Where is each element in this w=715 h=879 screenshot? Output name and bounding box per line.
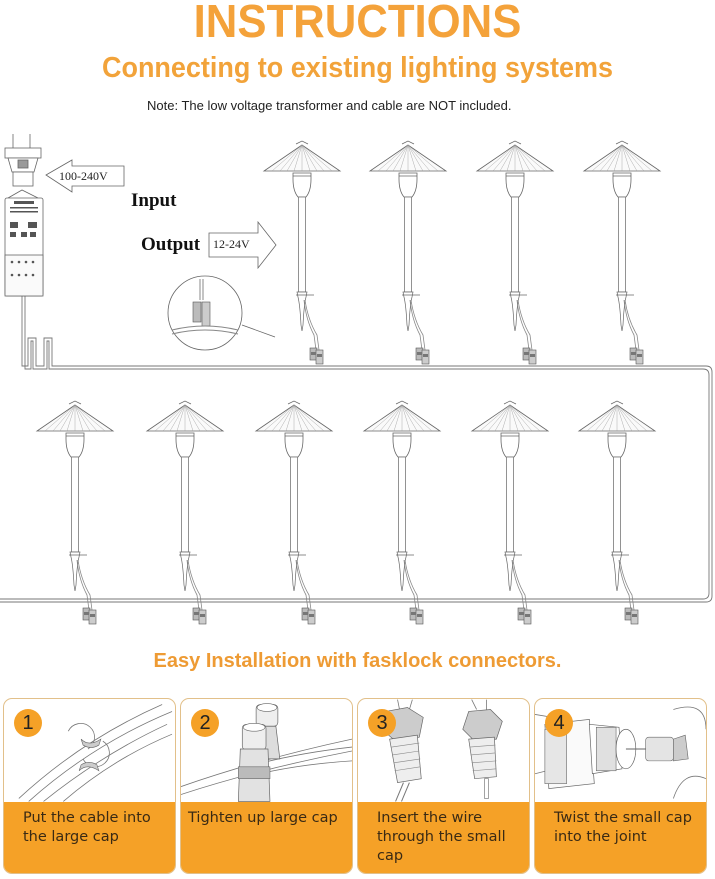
page-subtitle: Connecting to existing lighting systems: [101, 52, 613, 84]
input-label: Input: [131, 190, 177, 211]
step-number-badge: 4: [545, 709, 573, 737]
installation-steps: [3, 698, 715, 876]
step-4-text: Twist the small cap into the joint: [554, 810, 692, 845]
page-title: INSTRUCTIONS: [193, 0, 522, 47]
connector-zoom-icon: [168, 276, 275, 350]
step-4-card: [534, 698, 707, 874]
output-label: Output: [141, 234, 201, 255]
wiring-diagram: [0, 125, 715, 635]
step-1-text: Put the cable into the large cap: [23, 810, 151, 845]
installation-heading: Easy Installation with fasklock connectors.: [153, 650, 562, 672]
step-number-badge: 2: [191, 709, 219, 737]
step-2-text: Tighten up large cap: [188, 810, 338, 826]
transformer-icon: [5, 134, 43, 340]
step-3-text: Insert the wire through the small cap: [377, 810, 506, 864]
note-text: Note: The low voltage transformer and cable are NOT included.: [147, 98, 512, 113]
step-3-card: [357, 698, 530, 874]
step-number-badge: 3: [368, 709, 396, 737]
step-1-card: [3, 698, 176, 874]
input-voltage: 100-240V: [59, 169, 108, 183]
step-number-badge: 1: [14, 709, 42, 737]
step-2-card: [180, 698, 353, 874]
output-voltage: 12-24V: [213, 237, 250, 251]
